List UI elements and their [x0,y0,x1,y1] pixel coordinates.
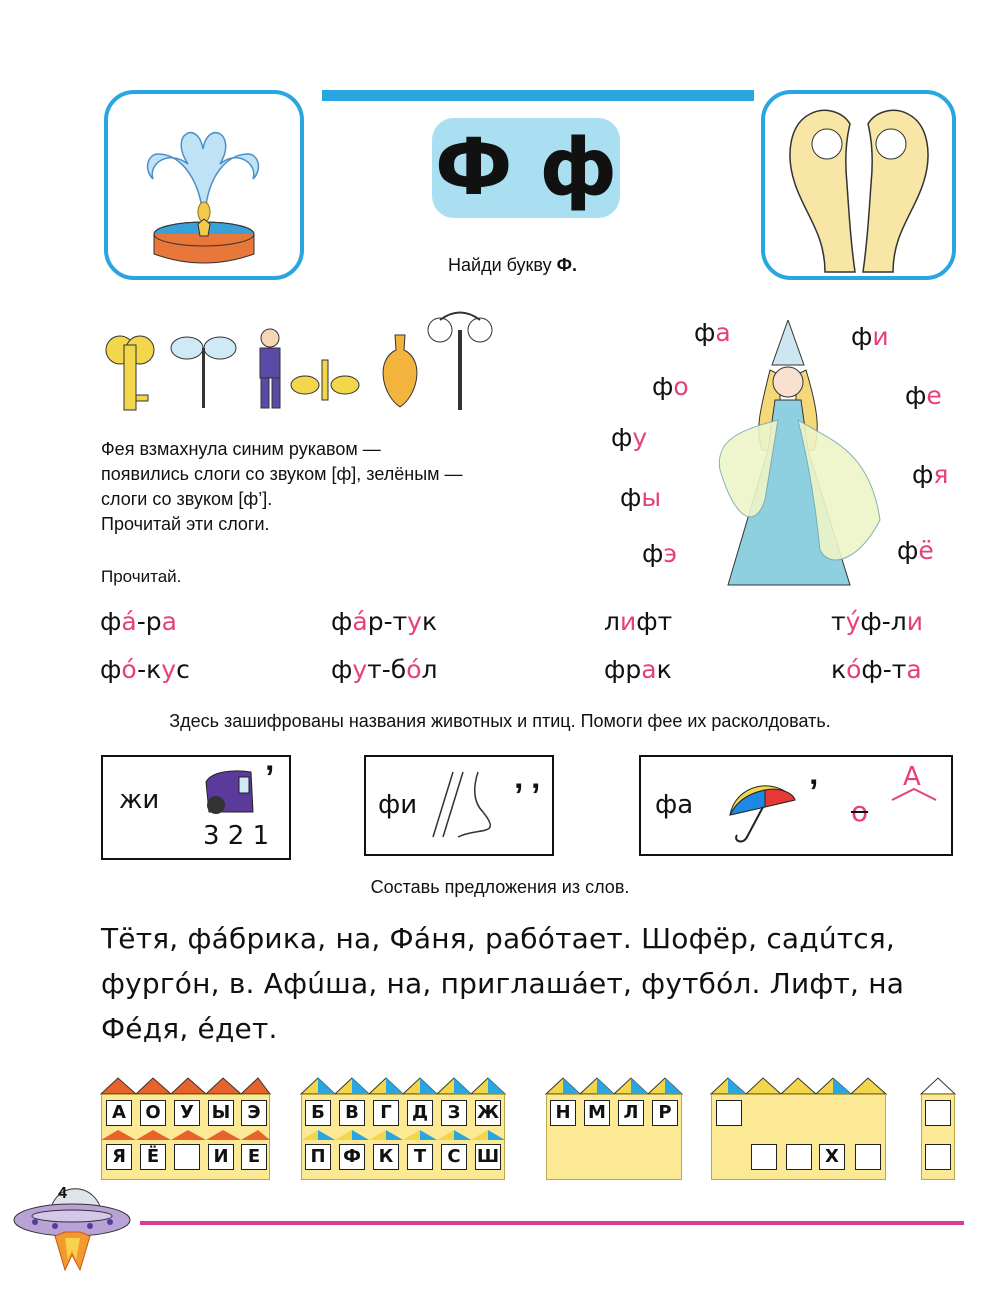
house-letter-cell: Л [618,1100,644,1126]
house-letter-cell [174,1144,200,1170]
task-line: появились слоги со звуком [ф], зелёным — [101,464,463,484]
house-empty-cell [786,1144,812,1170]
house-letter-cell: Ж [475,1100,501,1126]
consonant-part: ф-л [860,607,907,636]
house-letter-cell: А [106,1100,132,1126]
house-letter-cell: М [584,1100,610,1126]
house-letter-cell: Н [550,1100,576,1126]
consonant-part: фт [636,607,673,636]
house-letter-cell: Ы [208,1100,234,1126]
propeller-stand-icon [171,337,236,408]
reading-word [604,607,672,636]
consonant-part: л [421,655,438,684]
house-letter-cell: Х [819,1144,845,1170]
house-letter-cell: О [140,1100,166,1126]
reading-word [100,607,177,636]
consonant-part: ф-т [861,655,907,684]
syllable: фо [652,372,689,401]
reading-label: Прочитай. [101,567,182,586]
consonant-part: к [421,607,438,636]
puzzle-prefix: жи [119,785,160,815]
car-icon [201,767,256,817]
house-letter-cell: Ф [339,1144,365,1170]
hands-icon [765,94,952,276]
reading-word [831,607,923,636]
vowel-part: а [906,655,922,684]
house-letter-cell: Т [407,1144,433,1170]
find-letter-instruction [448,255,577,276]
fountain-icon [108,94,300,276]
house-empty-cell [751,1144,777,1170]
reading-word [831,655,922,684]
vowel-part: ý [845,607,861,636]
house-empty-cell [716,1100,742,1126]
house-letter-cell: С [441,1144,467,1170]
fairy-illustration [700,320,890,590]
find-text: Найди букву [448,255,557,275]
consonant-part: -р [136,607,162,636]
vowel-part: á [121,607,137,636]
house-letter-cell: Г [373,1100,399,1126]
bottom-decor-line [140,1221,964,1225]
syllable: фё [897,536,934,565]
vowel-part: ó [406,655,422,684]
vowel-part: у [407,607,422,636]
cipher-puzzle-3 [639,755,953,856]
task-line: Прочитай эти слоги. [101,514,270,534]
consonant-part: л [604,607,620,636]
strokes-icon [428,767,513,847]
house-letter-cell: Е [241,1144,267,1170]
house-letter-cell: Д [407,1100,433,1126]
house-empty-cell [925,1100,951,1126]
boy-icon [260,329,280,408]
syllable: фи [851,322,889,351]
consonant-part: ф [331,607,353,636]
cipher-puzzle-1 [101,755,291,860]
consonant-part: -к [137,655,162,684]
reading-word [331,607,437,636]
syllable: фу [611,423,648,452]
street-lamp-icon [428,313,492,411]
consonant-part: ф [331,655,353,684]
task-line: Фея взмахнула синим рукавом — [101,439,381,459]
house-letter-cell: Ё [140,1144,166,1170]
puzzle-mark: ’ [265,759,275,797]
puzzle-replacement-letter: А [903,762,921,792]
fairy-icon [700,320,890,590]
house-middle-roofs [0,1124,1000,1142]
syllable: фэ [642,539,678,568]
consonant-part: р-т [367,607,408,636]
house-letter-cell: Р [652,1100,678,1126]
house-letter-cell: Ш [475,1144,501,1170]
house-letter-cell: Б [305,1100,331,1126]
vowel-part: ó [121,655,138,684]
objects-row [100,310,500,415]
vowel-part: а [161,607,177,636]
house-letter-cell: И [208,1144,234,1170]
chandelier-icon [291,360,359,400]
puzzle-mark: ’ [809,773,819,811]
house-letter-cell: З [441,1100,467,1126]
cipher-instruction: Здесь зашифрованы названия животных и птиц. Помоги фее их расколдовать. [169,711,831,731]
umbrella-icon [725,775,805,850]
houses-strip [0,1060,1000,1180]
task-line: слоги со звуком [ф’]. [101,489,273,509]
vowel-part: ó [846,655,862,684]
sentence-line: Фéдя, éдет. [101,1012,278,1045]
reading-word [100,655,190,684]
house-empty-cell [925,1144,951,1170]
consonant-part: ф [100,655,122,684]
reading-word [604,655,672,684]
consonant-part: ф [100,607,122,636]
insert-caret-icon [889,785,939,803]
reading-word [331,655,437,684]
fountain-picture-frame [104,90,304,280]
consonant-part: к [831,655,847,684]
syllable: фе [905,381,942,410]
house-letter-cell: У [174,1100,200,1126]
vowel-part: у [352,655,368,684]
sentence-line: фургóн, в. Афúша, на, приглашáет, футбóл. Лифт, на [101,967,905,1000]
key-icon [106,336,154,410]
house-letter-cell: Э [241,1100,267,1126]
consonant-part: с [176,655,190,684]
consonant-part: т-б [367,655,407,684]
fairy-task-text [101,437,463,537]
vowel-part: а [641,655,657,684]
consonant-part: к [656,655,672,684]
syllable: фя [912,460,949,489]
letter-title: Ф ф [432,118,620,218]
puzzle-numbers: 3 2 1 [203,821,270,851]
sentence-line: Тётя, фáбрика, на, Фáня, рабóтает. Шофёр, садúтся, [101,922,896,955]
puzzle-struck-letter: о [851,795,869,828]
house-empty-cell [855,1144,881,1170]
puzzle-mark: ’ ’ [514,777,541,815]
vowel-part: á [352,607,368,636]
find-letter: Ф. [556,255,577,275]
ufo-icon [10,1170,135,1295]
house-letter-cell: П [305,1144,331,1170]
consonant-part: т [831,607,846,636]
vowel-part: у [161,655,177,684]
cipher-puzzle-2 [364,755,554,856]
syllable: фа [694,318,731,347]
vowel-part: и [619,607,637,636]
syllable: фы [620,483,662,512]
house-letter-cell: В [339,1100,365,1126]
compose-instruction: Составь предложения из слов. [370,877,630,897]
page-number: 4 [58,1185,67,1202]
consonant-part: фр [604,655,642,684]
vase-icon [383,335,417,407]
top-decor-bar [322,90,754,101]
vowel-part: и [906,607,923,636]
house-letter-cell: К [373,1144,399,1170]
puzzle-prefix: фи [378,790,418,820]
house-letter-cell: Я [106,1144,132,1170]
hands-picture-frame [761,90,956,280]
puzzle-prefix: фа [655,790,694,820]
compose-sentences [101,916,961,1051]
